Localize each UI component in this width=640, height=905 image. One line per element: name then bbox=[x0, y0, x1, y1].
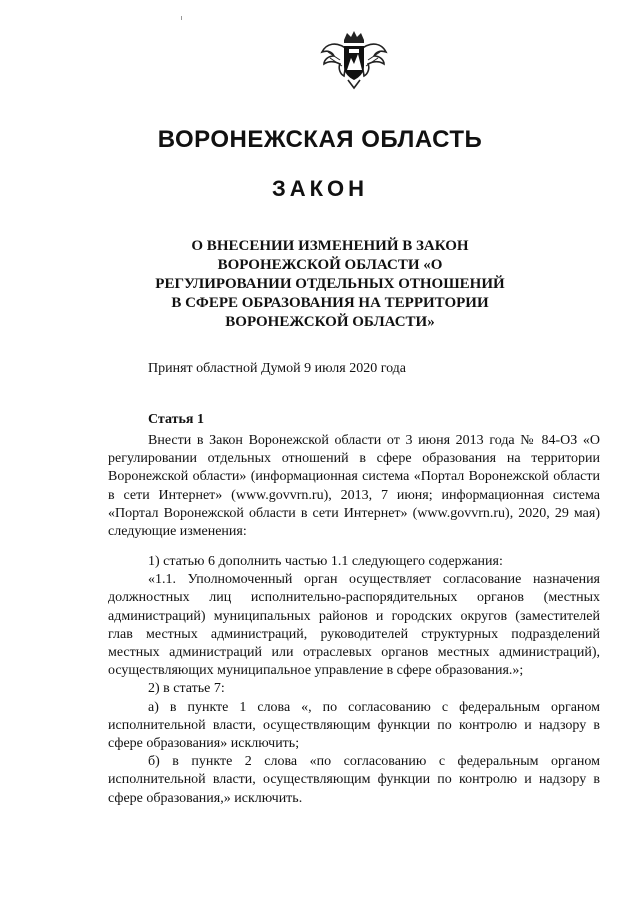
title-line: В СФЕРЕ ОБРАЗОВАНИЯ НА ТЕРРИТОРИИ bbox=[171, 295, 489, 311]
title-line: ВОРОНЕЖСКОЙ ОБЛАСТИ «О bbox=[217, 257, 443, 273]
list-item: 2) в статье 7: bbox=[148, 681, 225, 697]
region-heading: ВОРОНЕЖСКАЯ ОБЛАСТЬ bbox=[157, 126, 483, 153]
list-item: а) в пункте 1 слова «, по согласованию с федеральным органом исполнительной власти, осуществляющим функции по контролю и надзору в сфере образования» исключить; bbox=[108, 699, 600, 752]
title-line: ВОРОНЕЖСКОЙ ОБЛАСТИ» bbox=[225, 314, 435, 330]
paragraph: Внести в Закон Воронежской области от 3 июня 2013 года № 84-ОЗ «О регулировании отдельных отношений в сфере образования на территории Воронежской области» (информационная система «Портал Воронежской области в сети Интернет» (www.govvrn.ru), 2013, 7 июня; информационная система «Портал Воронежской области в сети Интернет» (www.govvrn.ru), 2020, 29 мая) следующие изменения: bbox=[108, 433, 600, 540]
law-title bbox=[150, 237, 510, 332]
article-heading: Статья 1 bbox=[148, 412, 204, 427]
list-item: б) в пункте 2 слова «по согласованию с федеральным органом исполнительной власти, осуществляющим функции по контролю и надзору в сфере образования,» исключить. bbox=[108, 754, 600, 806]
article-intro bbox=[108, 432, 600, 541]
title-line: О ВНЕСЕНИИ ИЗМЕНЕНИЙ В ЗАКОН bbox=[191, 238, 469, 254]
scan-mark bbox=[181, 16, 182, 20]
adoption-date: Принят областной Думой 9 июля 2020 года bbox=[148, 361, 407, 376]
amendments-list bbox=[108, 553, 600, 808]
document-type-heading: ЗАКОН bbox=[271, 176, 369, 201]
list-item: «1.1. Уполномоченный орган осуществляет согласование назначения должностных лиц исполнительно-распорядительных органов (местных администраций) муниципальных районов и городских округов (заместителей глав местных администраций, руководителей структурных подразделений местных администраций или отраслевых органов местных администраций), осуществляющих муниципальное управление в сфере образования.»; bbox=[108, 572, 600, 679]
list-item: 1) статью 6 дополнить частью 1.1 следующего содержания: bbox=[148, 554, 503, 569]
title-line: РЕГУЛИРОВАНИИ ОТДЕЛЬНЫХ ОТНОШЕНИЙ bbox=[155, 276, 505, 292]
coat-of-arms-icon bbox=[318, 30, 390, 90]
